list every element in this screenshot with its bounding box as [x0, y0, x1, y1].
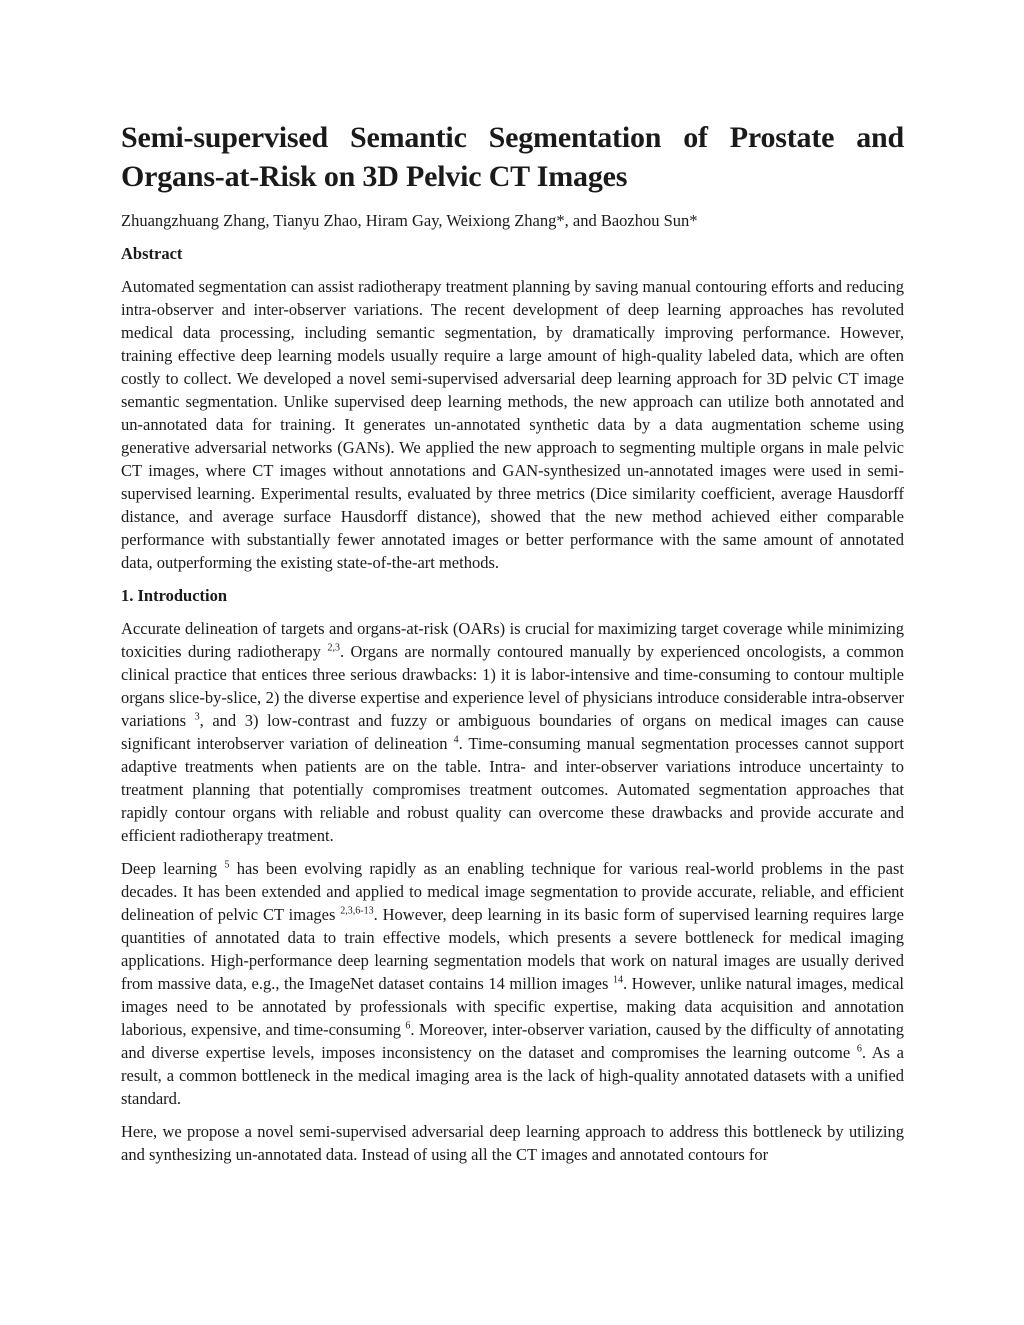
author-list: Zhuangzhuang Zhang, Tianyu Zhao, Hiram Gay, Weixiong Zhang*, and Baozhou Sun* [121, 211, 698, 230]
citation-ref: 5 [224, 859, 230, 871]
intro-p1-text-3: , and 3) low-contrast and fuzzy or ambiguous boundaries of organs on medical images can cause significant interobserver variation of delineation [121, 711, 904, 753]
intro-p2-text-4: . However, unlike natural images, medical images need to be annotated by professionals with specific expertise, making data acquisition and annotation laborious, expensive, and time-consuming [121, 974, 904, 1039]
intro-p1-text-4: . Time-consuming manual segmentation processes cannot support adaptive treatments when patients are on the table. Intra- and inter-observer variations introduce uncertainty to treatment planning that potentially compromises treatment outcomes. Automated segmentation approaches that rapidly contour organs with reliable and robust quality can overcome these drawbacks and provide accurate and efficient radiotherapy treatment. [121, 734, 904, 845]
intro-paragraph-2 [121, 857, 904, 1110]
intro-p2-text-3: . However, deep learning in its basic form of supervised learning requires large quantities of annotated data to train effective models, which presents a severe bottleneck for medical imaging applications. High-performance deep learning segmentation models that work on natural images are usually derived from massive data, e.g., the ImageNet dataset contains 14 million images [121, 905, 904, 993]
intro-p2-text-5: . Moreover, inter-observer variation, caused by the difficulty of annotating and diverse expertise levels, imposes inconsistency on the dataset and compromises the learning outcome [121, 1020, 904, 1062]
intro-paragraph-3: Here, we propose a novel semi-supervised adversarial deep learning approach to address this bottleneck by utilizing and synthesizing un-annotated data. Instead of using all the CT images and annotated contours for [121, 1122, 904, 1164]
citation-ref: 6 [856, 1043, 862, 1055]
abstract-heading: Abstract [121, 244, 183, 263]
intro-p2-text-6: . As a result, a common bottleneck in the medical imaging area is the lack of high-quality annotated datasets with a unified standard. [121, 1043, 905, 1108]
intro-p2-text-2: has been evolving rapidly as an enabling technique for various real-world problems in the past decades. It has been extended and applied to medical image segmentation to provide accurate, reliable, and efficient delineation of pelvic CT images [121, 859, 904, 924]
intro-paragraph-1 [121, 617, 904, 847]
intro-p2-text-1: Deep learning [121, 859, 225, 878]
abstract-text: Automated segmentation can assist radiotherapy treatment planning by saving manual contouring efforts and reducing intra-observer and inter-observer variations. The recent development of deep learning approaches has revoluted medical data processing, including semantic segmentation, by dramatically improving performance. However, training effective deep learning models usually require a large amount of high-quality labeled data, which are often costly to collect. We developed a novel semi-supervised adversarial deep learning approach for 3D pelvic CT image semantic segmentation. Unlike supervised deep learning methods, the new approach can utilize both annotated and un-annotated data for training. It generates un-annotated synthetic data by a data augmentation scheme using generative adversarial networks (GANs). We applied the new approach to segmenting multiple organs in male pelvic CT images, where CT images without annotations and GAN-synthesized un-annotated images were used in semi-supervised learning. Experimental results, evaluated by three metrics (Dice similarity coefficient, average Hausdorff distance, and average surface Hausdorff distance), showed that the new method achieved either comparable performance with substantially fewer annotated images or better performance with the same amount of annotated data, outperforming the existing state-of-the-art methods. [121, 277, 904, 572]
citation-ref: 2,3 [327, 642, 340, 654]
introduction-heading: 1. Introduction [121, 586, 228, 605]
intro-p1-text-2: . Organs are normally contoured manually by experienced oncologists, a common clinical practice that entices three serious drawbacks: 1) it is labor-intensive and time-consuming to contour multiple organs slice-by-slice, 2) the diverse expertise and experience level of physicians introduce considerable intra-observer variations [121, 642, 905, 730]
citation-ref: 6 [405, 1020, 411, 1032]
citation-ref: 3 [194, 711, 200, 723]
citation-ref: 14 [612, 974, 623, 986]
intro-p1-text-1: Accurate delineation of targets and organs-at-risk (OARs) is crucial for maximizing target coverage while minimizing toxicities during radiotherapy [121, 619, 904, 661]
paper-page [121, 118, 904, 1166]
citation-ref: 4 [453, 734, 459, 746]
citation-ref: 2,3,6-13 [340, 905, 374, 917]
paper-title [121, 118, 904, 196]
title-line-1: Semi-supervised Semantic Segmentation of Prostate and [121, 121, 904, 154]
title-line-2: Organs-at-Risk on 3D Pelvic CT Images [121, 160, 628, 193]
